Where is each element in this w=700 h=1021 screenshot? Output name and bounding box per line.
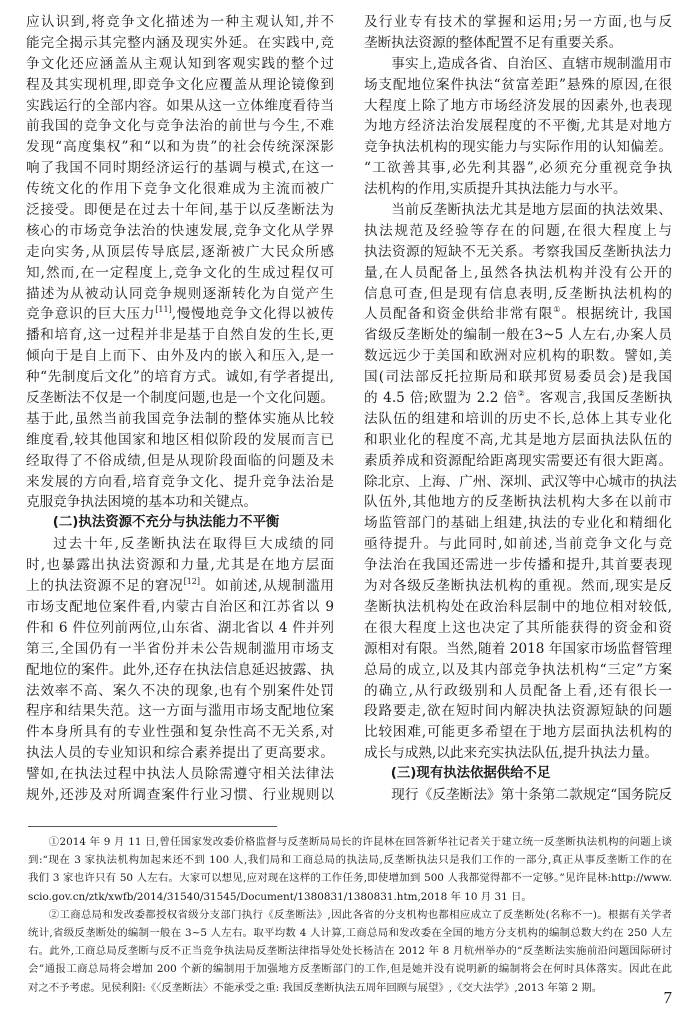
line-text: ,慢慢地竞争文化得以被传 [171,306,334,323]
body-line [364,472,677,493]
line-text: 核心的市场竞争法治的快速发展,竞争文化从学界 [26,222,334,239]
line-text: 来发展的方向看,培育竞争文化、提升竞争法治是 [26,473,334,490]
body-line [364,639,672,660]
body-line [26,576,334,597]
footnote-line [28,979,672,997]
line-text: 知,然而,在一定程度上,竞争文化的生成过程仅可 [26,264,334,281]
line-text: 基于此,虽然当前我国竞争法制的整体实施从比较 [26,410,334,427]
body-line [26,346,334,367]
line-text: 执法资源的短缺不无关系。考察我国反垄断执法力 [364,243,672,260]
footnote-line [28,906,672,924]
body-line [26,137,334,158]
line-text: 规外,还涉及对所调查案件行业习惯、行业规则以 [26,786,334,803]
line-text: 大程度上除了地方市场经济发展的因素外,也表现 [364,97,672,114]
line-text: 争法治在我国还需进一步传播和提升,其首要表现 [364,557,672,574]
line-text: 前我国的竞争文化与竞争法治的前世与今生,不难 [26,118,334,135]
line-text: 执法规范及经验等存在的问题,在很大程度上与 [364,222,672,239]
line-text: 垄断执法机构处在政治科层制中的地位相对较低, [364,598,672,615]
line-text: 场监管部门的基础上组建,执法的专业化和精细化 [364,515,672,532]
body-line [364,576,672,597]
line-text: 队伍外,其他地方的反垄断执法机构大多在以前市 [364,494,672,511]
line-text: 譬如,在执法过程中执法人员除需遵守相关法律法 [26,766,334,783]
section-heading [364,764,672,785]
line-text: 信息可查,但是现有信息表明,反垄断执法机构的 [364,285,672,302]
body-line [364,325,672,346]
line-text: 发现“高度集权”和“以和为贵”的社会传统深深影 [26,139,334,156]
footnote-line [28,960,672,978]
line-text: 描述为从被动认同竞争规则逐渐转化为自觉产生 [26,285,334,302]
section-heading [26,513,334,534]
line-text: 克服竞争执法困境的基本功和关键点。 [26,494,258,511]
footnote-divider [28,826,277,827]
footnote-line [28,942,672,960]
citation-marker[interactable]: [11] [155,305,172,315]
body-line [364,722,672,743]
body-line [26,618,334,639]
line-text: 过去十年,反垄断执法在取得巨大成绩的同 [53,536,334,553]
left-column [26,12,334,806]
body-line [26,284,334,305]
body-line [26,221,334,242]
line-text: 亟待提升。与此同时,如前述,当前竞争文化与竞 [364,536,672,553]
line-text: 经取得了不俗成绩,但是从现阶段面临的问题及未 [26,452,334,469]
body-line [26,451,334,472]
body-line [26,597,334,618]
body-line [26,701,334,722]
footnote-line [28,851,672,869]
line-text: 法队伍的组建和培训的历史不长,总体上其专业化 [364,410,672,427]
line-text: 法效率不高、案久不决的现象,也有个别案件处罚 [26,682,334,699]
body-line [26,325,334,346]
line-text: 争文化还应涵盖从主观认知到客观实践的整个过 [26,55,334,72]
line-text: 法机构的作用,实质提升其执法能力与水平。 [364,181,627,198]
line-text: 维度看,较其他国家和地区相似阶段的发展而言已 [26,431,334,448]
body-line [364,158,672,179]
body-line [364,743,672,764]
line-text: 事实上,造成各省、自治区、直辖市规制滥用市 [391,55,672,72]
line-text: (二)执法资源不充分与执法能力不平衡 [52,515,280,531]
line-text: 的确立,从行政级别和人员配备上看,还有很长一 [364,682,672,699]
body-line [26,75,334,96]
line-text: 国(司法部反托拉斯局和联邦贸易委员会)是我国 [364,369,672,386]
body-line [26,681,334,702]
line-text: 泛接受。即便是在过去十年间,基于以反垄断法为 [26,202,334,219]
line-text: 场支配地位案件执法“贫富差距”悬殊的原因,在很 [364,76,672,93]
line-text: (三)现有执法依据供给不足 [390,766,551,782]
body-line [26,54,334,75]
line-text: 上的执法资源不足的窘况 [26,578,184,595]
body-line [364,597,672,618]
page-number: 7 [663,988,672,1007]
body-line [364,513,672,534]
body-line [364,430,672,451]
footnote-line [28,888,672,906]
line-text: 为地方经济法治发展程度的不平衡,尤其是对地方 [364,118,672,135]
line-text: 对之不予考虑。见侯利阳:《〈反垄断法〉不能承受之重: 我国反垄断执法五周年回顾与展望》,《交大法学》,2013 年第 2 期。 [28,981,603,994]
line-text: 段路要走,欲在短时间内解决执法资源短缺的问题 [364,703,672,720]
body-line [364,137,672,158]
line-text: 的 4.5 倍;欧盟为 2.2 倍 [364,390,518,407]
line-text: 会”通报工商总局将会增加 200 个新的编制用于加强地方反垄断部门的工作,但是她并没有说明新的编制将会在何时具体落实。因此在此 [28,963,672,976]
body-line [364,409,672,430]
body-line [364,263,672,284]
body-line [364,96,672,117]
line-text: 反垄断法不仅是一个制度问题,也是一个文化问题。 [26,390,334,407]
line-text: scio.gov.cn/ztk/xwfb/2014/31540/31545/Document/1380831/1380831.htm,2018 年 10 月 31 日。 [28,890,532,903]
body-line [26,492,334,513]
line-text: 配地位的案件。此外,还存在执法信息延迟披露、执 [26,661,334,678]
line-text: 省级反垄断处的编制一般在3~5 人左右,办案人员 [364,327,672,344]
body-line [364,284,672,305]
line-text: 及行业专有技术的掌握和运用;另一方面,也与反 [364,14,672,30]
body-line [26,660,334,681]
body-line [364,367,672,388]
line-text: 量,在人员配备上,虽然各执法机构并没有公开的 [364,264,672,281]
body-line [26,116,334,137]
line-text: 。如前述,从规制滥用 [200,578,335,595]
line-text: 和职业化的程度不高,尤其是地方层面执法队伍的 [364,431,672,448]
citation-marker[interactable]: [12] [183,577,201,587]
body-line [364,534,672,555]
footnote-line [28,833,672,851]
line-text: 数远远少于美国和欧洲对应机构的职数。譬如,美 [364,348,672,365]
body-line [364,304,672,325]
citation-marker[interactable]: ① [553,305,562,315]
body-line [364,618,672,639]
line-text: 竞争意识的巨大压力 [26,306,156,323]
line-text: 市场支配地位案件看,内蒙古自治区和江苏省以 9 [26,598,334,615]
body-line [26,722,334,743]
line-text: 应认识到,将竞争文化描述为一种主观认知,并不 [26,14,334,30]
line-text: 程及其实现机理,即竞争文化应覆盖从理论镜像到 [26,76,334,93]
line-text: 源相对有限。当然,随着 2018 年国家市场监督管理 [364,640,672,657]
line-text: 现行《反垄断法》第十条第二款规定“国务院反 [391,786,672,803]
body-line [26,388,334,409]
line-text: 垄断执法资源的整体配置不足有重要关系。 [364,34,623,51]
line-text: 件和 6 件位列前两位,山东省、湖北省以 4 件并列 [26,619,334,636]
footnote-line [28,869,672,887]
body-line [364,200,672,221]
body-line [26,472,334,493]
line-text: 实践运行的全部内容。如果从这一立体维度看待当 [26,97,334,114]
footnotes [28,833,672,997]
body-line [364,555,672,576]
line-text: 响了我国不同时期经济运行的基调与模式,在这一 [26,160,334,177]
line-text: 我们 3 家也许只有 50 人左右。大家可以想见,应对现在这样的工作任务,即使增加到 500 人我都觉得都不一定够。”见许昆林:http://www. [28,872,672,885]
line-text: 在很大程度上这也决定了其所能获得的资金和资 [364,619,672,636]
line-text: 人员配备和资金供给非常有限 [364,306,554,323]
body-line [364,785,672,806]
line-text: 总局的成立,以及其内部竞争执法机构“三定”方案 [364,661,672,678]
body-line [26,430,334,451]
body-line [364,681,672,702]
line-text: 当前反垄断执法尤其是地方层面的执法效果、 [391,202,672,219]
line-text: “工欲善其事,必先利其器”,必须充分重视竞争执 [364,160,672,177]
body-line [26,743,334,764]
body-line [26,304,334,325]
body-line [364,701,672,722]
body-line [364,221,672,242]
body-line [26,409,334,430]
line-text: 种“先制度后文化”的培育方式。诚如,有学者提出, [26,369,334,386]
citation-marker[interactable]: ② [517,389,526,399]
line-text: ②工商总局和发改委都授权省级分支部门执行《反垄断法》,因此各省的分支机构也都相应成立了反垄断处(名称不一)。根据有关学者 [48,908,672,921]
line-text: 件本身所具有的专业性强和复杂性高不无关系,对 [26,724,334,741]
body-line [26,639,334,660]
line-text: 素质养成和资源配给距离现实需要还有很大距离。 [364,452,672,469]
body-line [26,96,334,117]
body-line [26,33,334,54]
line-text: 右。此外,工商总局反垄断与反不正当竞争执法局反垄断法律指导处处长杨洁在 2012 年 8 月杭州举办的“反垄断法实施前沿问题国际研讨 [28,945,672,958]
line-text: 除北京、上海、广州、深圳、武汉等中心城市的执法 [364,473,677,490]
line-text: 到:“现在 3 家执法机构加起来还不到 100 人,我们局和工商总局的执法局,反垄断执法只是我们工作的一部分,真正从事反垄断工作的在 [28,854,672,867]
body-line [26,158,334,179]
line-text: 走向实务,从顶层传导底层,逐渐被广大民众所感 [26,243,334,260]
body-line [26,12,334,33]
line-text: 能完全揭示其完整内涵及现实外延。在实践中,竞 [26,34,334,51]
body-line [364,33,672,54]
footnote-line [28,924,672,942]
body-line [364,451,672,472]
line-text: 成长与成熟,以此来充实执法队伍,提升执法力量。 [364,745,659,762]
body-line [26,263,334,284]
line-text: 比较困难,可能更多希望在于地方层面执法机构的 [364,724,672,741]
body-line [26,367,334,388]
body-line [364,492,672,513]
right-column [364,12,677,806]
body-line [364,388,672,409]
line-text: 。根据统计, 我国 [561,306,673,323]
body-line [26,242,334,263]
line-text: ①2014 年 9 月 11 日,曾任国家发改委价格监督与反垄断局局长的许昆林在回答新华社记者关于建立统一反垄断执法机构的问题上谈 [48,836,672,848]
body-line [364,54,672,75]
line-text: 播和培育,这一过程并非是基于自然自发的生长,更 [26,327,334,344]
body-line [364,12,672,33]
body-line [26,785,334,806]
body-line [364,179,672,200]
line-text: 执法人员的专业知识和综合素养提出了更高要求。 [26,745,334,762]
line-text: 倾向于是自上而下、由外及内的嵌入和压入,是一 [26,348,334,365]
body-line [26,179,334,200]
body-line [364,346,672,367]
line-text: 为对各级反垄断执法机构的重视。然而,现实是反 [364,578,672,595]
line-text: 传统文化的作用下竞争文化很难成为主流而被广 [26,181,334,198]
line-text: 。客观言,我国反垄断执 [525,390,672,407]
line-text: 程序和结果失范。这一方面与滥用市场支配地位案 [26,703,334,720]
line-text: 时,也暴露出执法资源和力量,尤其是在地方层面 [26,557,334,574]
body-line [26,555,334,576]
body-line [364,116,672,137]
line-text: 竞争执法机构的现实能力与实际作用的认知偏差。 [364,139,672,156]
line-text: 统计,省级反垄断处的编制一般在 3~5 人左右。取平均数 4 人计算,工商总局和发改委在全国的地方分支机构的编制总数大约在 250 人左 [28,926,672,939]
body-line [26,764,334,785]
line-text: 第三,全国仍有一半省份并未公告规制滥用市场支 [26,640,334,657]
body-line [26,200,334,221]
body-line [364,75,672,96]
body-line [364,660,672,681]
body-line [26,534,334,555]
body-line [364,242,672,263]
